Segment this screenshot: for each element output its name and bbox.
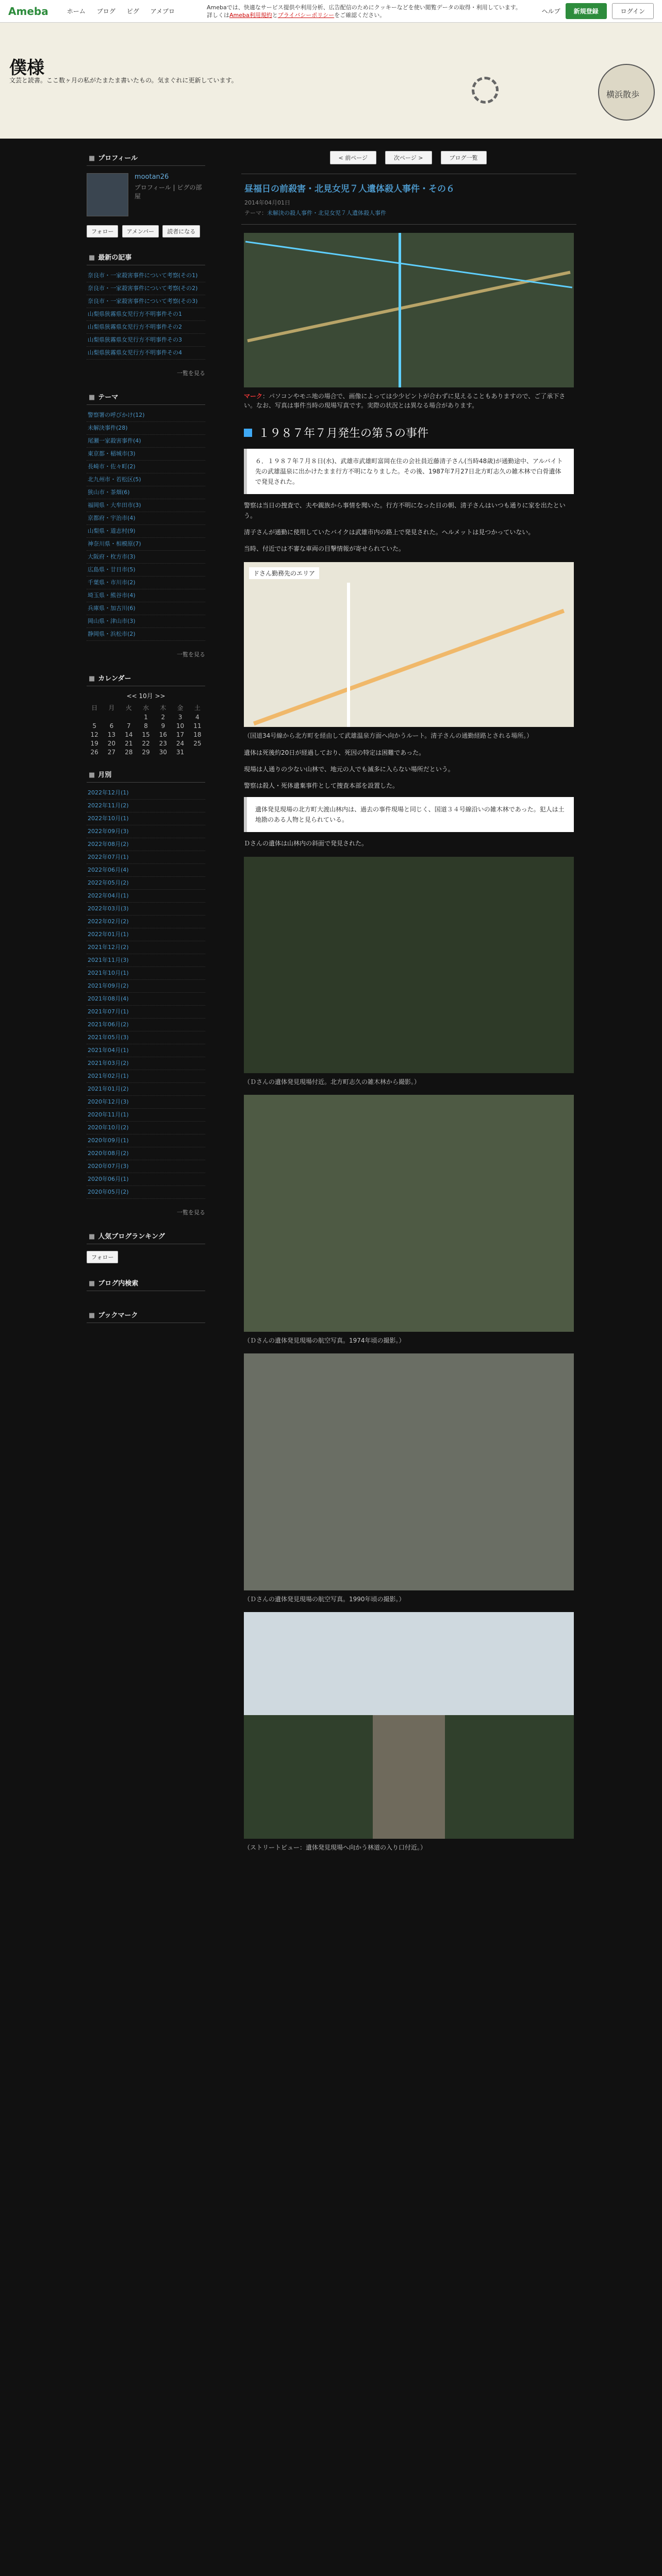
recent-more-link[interactable]: 一覧を見る	[177, 370, 205, 377]
cookie-notice-text: Amebaでは、快適なサービス提供や利用分析、広告配信のためにクッキーなどを使い閲覧データの取得・利用しています。詳しくは	[207, 4, 521, 19]
recent-heading	[87, 249, 205, 265]
login-button[interactable]: ログイン	[612, 3, 654, 19]
archive-item[interactable]: 2020年05月(2)	[87, 1186, 205, 1199]
aerial-photo-1974	[244, 1095, 574, 1332]
archive-item[interactable]: 2022年01月(1)	[87, 928, 205, 941]
case-note: 遺体発見現場の北方町大渡山林内は、過去の事件現場と同じく、国道３４号線沿いの雑木林であった。犯人は土地勘のある人物と見られている。	[244, 797, 574, 832]
bullet-icon: ■	[89, 1233, 95, 1241]
article-date: 2014年04月01日	[244, 199, 290, 206]
map-road	[245, 241, 572, 288]
photo-caption: （Ｄさんの遺体発見現場の航空写真。1974年頃の撮影。）	[244, 1337, 405, 1344]
calendar-day[interactable]: 11	[193, 722, 202, 730]
archive-item[interactable]: 2022年02月(2)	[87, 916, 205, 928]
calendar-weekday: 月	[108, 704, 115, 711]
archive-item[interactable]: 2022年04月(1)	[87, 890, 205, 903]
paragraph: 当時、付近では不審な車両の目撃情報が寄せられていた。	[244, 545, 405, 552]
calendar-day[interactable]: 22	[142, 740, 150, 747]
bullet-icon: ■	[89, 1280, 95, 1287]
square-icon	[244, 429, 252, 437]
blog-title[interactable]: 僕様	[9, 58, 44, 78]
archive-heading-text: 月別	[98, 771, 112, 779]
article-theme	[244, 209, 573, 217]
recent-item[interactable]: 奈良市・一家殺害事件について考察(その2)	[87, 282, 205, 295]
archive-item[interactable]: 2020年09月(1)	[87, 1134, 205, 1147]
theme-more-link[interactable]: 一覧を見る	[177, 651, 205, 658]
terms-link[interactable]: Ameba利用規約	[229, 11, 272, 19]
archive-item[interactable]: 2020年10月(2)	[87, 1122, 205, 1134]
area-map-image	[244, 562, 574, 727]
archive-item[interactable]: 2021年07月(1)	[87, 1006, 205, 1019]
recent-item[interactable]: 山梨県狭霧県女児行方不明事件その3	[87, 334, 205, 347]
archive-item[interactable]: 2020年11月(1)	[87, 1109, 205, 1122]
spacer	[87, 1291, 205, 1307]
bookmark-heading-text: ブックマーク	[98, 1312, 138, 1319]
article	[241, 149, 576, 2576]
calendar-day[interactable]: 28	[125, 749, 133, 756]
map-road	[399, 233, 401, 387]
calendar-day[interactable]: 12	[90, 731, 98, 738]
recent-item[interactable]: 奈良市・一家殺害事件について考察(その3)	[87, 295, 205, 308]
archive-heading	[87, 766, 205, 783]
theme-item[interactable]: 兵庫県・加古川(6)	[87, 602, 205, 615]
calendar-day[interactable]: 26	[90, 749, 98, 756]
profile-sub[interactable]: プロフィール | ピグの部屋	[134, 184, 202, 200]
gear-icon	[472, 77, 499, 104]
calendar-day[interactable]: 3	[178, 714, 183, 721]
caption-marker: マーク	[244, 393, 263, 400]
recent-item[interactable]: 山梨県狭霧県女児行方不明事件その2	[87, 321, 205, 334]
stamp-label: 横浜散歩	[606, 90, 640, 99]
article-nav	[241, 149, 576, 164]
archive-item[interactable]: 2021年08月(4)	[87, 993, 205, 1006]
amember-button[interactable]: アメンバー	[122, 225, 159, 238]
calendar-day[interactable]: 7	[126, 722, 131, 730]
calendar-day[interactable]: 30	[159, 749, 167, 756]
nav-pigg[interactable]: ピグ	[126, 8, 139, 15]
ranking-follow-button[interactable]: フォロー	[87, 1251, 118, 1263]
nav-home[interactable]: ホーム	[67, 8, 86, 15]
theme-item[interactable]: 狭山市・茶畑(6)	[87, 486, 205, 499]
theme-item[interactable]: 福岡県・大牟田市(3)	[87, 499, 205, 512]
nav-blog[interactable]: ブログ	[96, 8, 115, 15]
blog-header	[0, 23, 662, 139]
calendar-day[interactable]: 13	[107, 731, 116, 738]
calendar-day	[104, 714, 119, 721]
map-road	[253, 609, 565, 725]
ranking-box	[87, 1249, 205, 1263]
bullet-icon: ■	[89, 394, 95, 401]
privacy-link[interactable]: プライバシーポリシー	[277, 11, 335, 19]
recent-item[interactable]: 山梨県狭霧県女児行方不明事件その1	[87, 308, 205, 321]
avatar[interactable]	[87, 173, 128, 216]
ameba-logo[interactable]: Ameba	[8, 5, 48, 18]
profile-heading-text: プロフィール	[98, 155, 138, 162]
paragraph: 警察は当日の捜査で、夫や親族から事情を聞いた。行方不明になった日の朝、清子さんはいつも通りに家を出たという。	[244, 502, 566, 519]
calendar-weekday: 土	[194, 704, 201, 711]
map-road	[347, 583, 350, 727]
calendar-day[interactable]: 9	[161, 722, 166, 730]
archive-item[interactable]: 2021年04月(1)	[87, 1044, 205, 1057]
theme-item[interactable]: 警察署の呼びかけ(12)	[87, 409, 205, 422]
archive-item[interactable]: 2022年08月(2)	[87, 838, 205, 851]
calendar-day[interactable]: 8	[144, 722, 148, 730]
theme-item[interactable]: 北九州市・若松区(5)	[87, 473, 205, 486]
caption-text: ：パソコンやモニ地の場合で、画像によっては少少ピントが合わずに見えることもありますので、ご了承下さい。なお、写真は事件当時の現場写真です。実際の状況とは異なる場合があります。	[244, 393, 566, 409]
archive-item[interactable]: 2021年03月(2)	[87, 1057, 205, 1070]
archive-item[interactable]: 2020年12月(3)	[87, 1096, 205, 1109]
ranking-heading	[87, 1228, 205, 1244]
photo-caption: （Ｄさんの遺体発見現場付近。北方町志久の雑木林から撮影。）	[244, 1078, 421, 1086]
photo-caption: （ストリートビュー：遺体発見現場へ向かう林道の入り口付近。）	[244, 1844, 427, 1851]
calendar-day	[190, 749, 205, 756]
reader-button[interactable]: 読者になる	[162, 225, 200, 238]
theme-item[interactable]: 埼玉県・熊谷市(4)	[87, 589, 205, 602]
calendar-day[interactable]: 4	[195, 714, 200, 721]
archive-item[interactable]: 2022年10月(1)	[87, 812, 205, 825]
theme-heading	[87, 388, 205, 405]
archive-item[interactable]: 2022年11月(2)	[87, 800, 205, 812]
register-button[interactable]: 新規登録	[566, 3, 607, 19]
calendar-day[interactable]: 21	[125, 740, 133, 747]
bullet-icon: ■	[89, 771, 95, 779]
cookie-notice-end: をご確認ください。	[334, 11, 386, 19]
calendar-weekday: 金	[177, 704, 184, 711]
profile-name[interactable]: mootan26	[134, 173, 169, 181]
theme-item[interactable]: 広島県・廿日市(5)	[87, 564, 205, 577]
theme-item[interactable]: 岡山県・津山市(3)	[87, 615, 205, 628]
archive-item[interactable]: 2022年05月(2)	[87, 877, 205, 890]
blog-list-button[interactable]: ブログ一覧	[441, 151, 487, 164]
calendar-day[interactable]: 2	[161, 714, 166, 721]
calendar-weekday: 火	[125, 704, 132, 711]
cookie-notice-and: と	[272, 11, 278, 19]
ranking-heading-text: 人気ブログランキング	[98, 1233, 165, 1241]
archive-item[interactable]: 2021年11月(3)	[87, 954, 205, 967]
recent-item[interactable]: 山梨県狭霧県女児行方不明事件その4	[87, 347, 205, 360]
theme-item[interactable]: 長崎市・佐々町(2)	[87, 461, 205, 473]
recent-list	[87, 269, 205, 360]
recent-item[interactable]: 奈良市・一家殺害事件について考察(その1)	[87, 269, 205, 282]
ameba-topbar	[0, 0, 662, 23]
theme-label: テーマ：	[244, 210, 267, 216]
archive-item[interactable]: 2020年07月(3)	[87, 1160, 205, 1173]
theme-item[interactable]: 京都府・宇治市(4)	[87, 512, 205, 525]
profile-box	[87, 173, 205, 216]
map-caption	[244, 392, 574, 410]
map-title: ドさん勤務先のエリア	[249, 567, 319, 579]
section-heading	[244, 425, 574, 440]
aerial-map-image	[244, 233, 574, 387]
archive-item[interactable]: 2021年02月(1)	[87, 1070, 205, 1083]
theme-item[interactable]: 静岡県・浜松市(2)	[87, 628, 205, 641]
photo-caption: （Ｄさんの遺体発見現場の航空写真。1990年頃の撮影。）	[244, 1596, 405, 1603]
blog-search-heading-text: ブログ内検索	[98, 1280, 139, 1287]
calendar-day[interactable]: 29	[142, 749, 150, 756]
archive-item[interactable]: 2021年05月(3)	[87, 1031, 205, 1044]
street-view-photo	[244, 1612, 574, 1839]
bullet-icon: ■	[89, 1312, 95, 1319]
calendar-weekday: 日	[91, 704, 98, 711]
calendar-heading	[87, 670, 205, 686]
profile-buttons	[87, 224, 205, 238]
map-caption: （国道34号線から北方町を経由して武雄温泉方面へ向かうルート。清子さんの通勤経路とされる場所。）	[244, 732, 533, 739]
stamp-logo	[598, 64, 655, 121]
calendar-day[interactable]: 16	[159, 731, 167, 738]
archive-item[interactable]: 2021年09月(2)	[87, 980, 205, 993]
theme-item[interactable]: 千葉県・市川市(2)	[87, 577, 205, 589]
theme-item[interactable]: 尾瀬一家殺害事件(4)	[87, 435, 205, 448]
theme-item[interactable]: 山梨県・道志村(9)	[87, 525, 205, 538]
paragraph: 警察は殺人・死体遺棄事件として捜査本部を設置した。	[244, 782, 399, 789]
calendar-day[interactable]: 24	[176, 740, 185, 747]
calendar-day[interactable]: 18	[193, 731, 202, 738]
bullet-icon: ■	[89, 675, 95, 683]
archive-item[interactable]: 2022年12月(1)	[87, 787, 205, 800]
aerial-photo-1990	[244, 1353, 574, 1590]
help-link[interactable]: ヘルプ	[541, 8, 560, 15]
calendar-day	[87, 714, 102, 721]
archive-item[interactable]: 2021年01月(2)	[87, 1083, 205, 1096]
paragraph: Ｄさんの遺体は山林内の斜面で発見された。	[244, 840, 368, 847]
theme-item[interactable]: 大阪府・枚方市(3)	[87, 551, 205, 564]
next-page-button[interactable]: 次ページ >	[385, 151, 432, 164]
calendar-day[interactable]: 19	[90, 740, 98, 747]
calendar-day[interactable]: 10	[176, 722, 185, 730]
calendar-month[interactable]: << 10月 >>	[126, 692, 166, 700]
follow-button[interactable]: フォロー	[87, 225, 118, 238]
calendar-day[interactable]: 27	[107, 749, 116, 756]
archive-item[interactable]: 2021年06月(2)	[87, 1019, 205, 1031]
calendar-weekday: 水	[142, 704, 149, 711]
calendar-day[interactable]: 31	[176, 749, 185, 756]
road	[373, 1715, 445, 1839]
theme-item[interactable]: 東京都・稲城市(3)	[87, 448, 205, 461]
bookmark-heading	[87, 1307, 205, 1323]
calendar-day[interactable]: 20	[107, 740, 116, 747]
calendar-day[interactable]: 25	[193, 740, 202, 747]
calendar-day[interactable]: 17	[176, 731, 185, 738]
archive-item[interactable]: 2022年06月(4)	[87, 864, 205, 877]
archive-item[interactable]: 2021年10月(1)	[87, 967, 205, 980]
archive-item[interactable]: 2021年12月(2)	[87, 941, 205, 954]
blog-search-heading	[87, 1275, 205, 1291]
paragraph: 現場は人通りの少ない山林で、地元の人でも滅多に入らない場所だという。	[244, 766, 454, 773]
theme-heading-text: テーマ	[98, 394, 119, 401]
theme-item[interactable]: 未解決事件(28)	[87, 422, 205, 435]
calendar-day[interactable]: 6	[109, 722, 114, 730]
map-road	[247, 271, 570, 343]
archive-more-link[interactable]: 一覧を見る	[177, 1209, 205, 1216]
bullet-icon: ■	[89, 254, 95, 262]
bullet-icon: ■	[89, 155, 95, 162]
recent-heading-text: 最新の記事	[98, 254, 132, 262]
archive-item[interactable]: 2022年09月(3)	[87, 825, 205, 838]
article-header	[241, 174, 576, 225]
theme-link[interactable]: 未解決の殺人事件・北見女児７人遺体殺人事件	[267, 210, 386, 216]
blog-description: 文芸と読書。ここ数ヶ月の私がたまたま書いたもの。気まぐれに更新しています。	[9, 77, 238, 84]
archive-list	[87, 787, 205, 1199]
calendar-weekday: 木	[160, 704, 167, 711]
forest-photo	[244, 857, 574, 1073]
sky	[244, 1612, 574, 1715]
nav-ameblo[interactable]: アメブロ	[150, 8, 175, 15]
calendar-day[interactable]: 15	[142, 731, 150, 738]
calendar-grid	[87, 703, 205, 756]
article-title[interactable]: 昼福日の前殺害・北見女児７人遺体殺人事件・その６	[244, 184, 455, 194]
archive-item[interactable]: 2020年06月(1)	[87, 1173, 205, 1186]
paragraph: 清子さんが通勤に使用していたバイクは武雄市内の路上で発見された。ヘルメットは見つかっていない。	[244, 529, 535, 536]
calendar-day[interactable]: 14	[125, 731, 133, 738]
profile-heading	[87, 149, 205, 166]
calendar	[87, 691, 205, 756]
calendar-heading-text: カレンダー	[98, 675, 131, 683]
archive-item[interactable]: 2022年07月(1)	[87, 851, 205, 864]
archive-item[interactable]: 2020年08月(2)	[87, 1147, 205, 1160]
calendar-day[interactable]: 5	[92, 722, 96, 730]
calendar-day[interactable]: 23	[159, 740, 167, 747]
theme-list	[87, 409, 205, 641]
section-title: １９８７年７月発生の第５の事件	[258, 427, 429, 440]
cookie-notice	[207, 4, 526, 19]
prev-page-button[interactable]: < 前ページ	[330, 151, 377, 164]
theme-item[interactable]: 神奈川県・相模原(7)	[87, 538, 205, 551]
paragraph: 遺体は死後約20日が経過しており、死因の特定は困難であった。	[244, 749, 425, 756]
sidebar	[87, 149, 205, 1489]
archive-item[interactable]: 2022年03月(3)	[87, 903, 205, 916]
calendar-day	[121, 714, 137, 721]
calendar-day[interactable]: 1	[144, 714, 148, 721]
case-summary: ６．１９８７年７月８日(水)、武雄市武雄町富岡在住の会社員近藤清子さん(当時48歳)が通勤途中、アルバイト先の武雄温泉に出かけたまま行方不明になりました。その後、1987年7月27日北方町志久の雑木林で白骨遺体で発見された。	[244, 449, 574, 494]
